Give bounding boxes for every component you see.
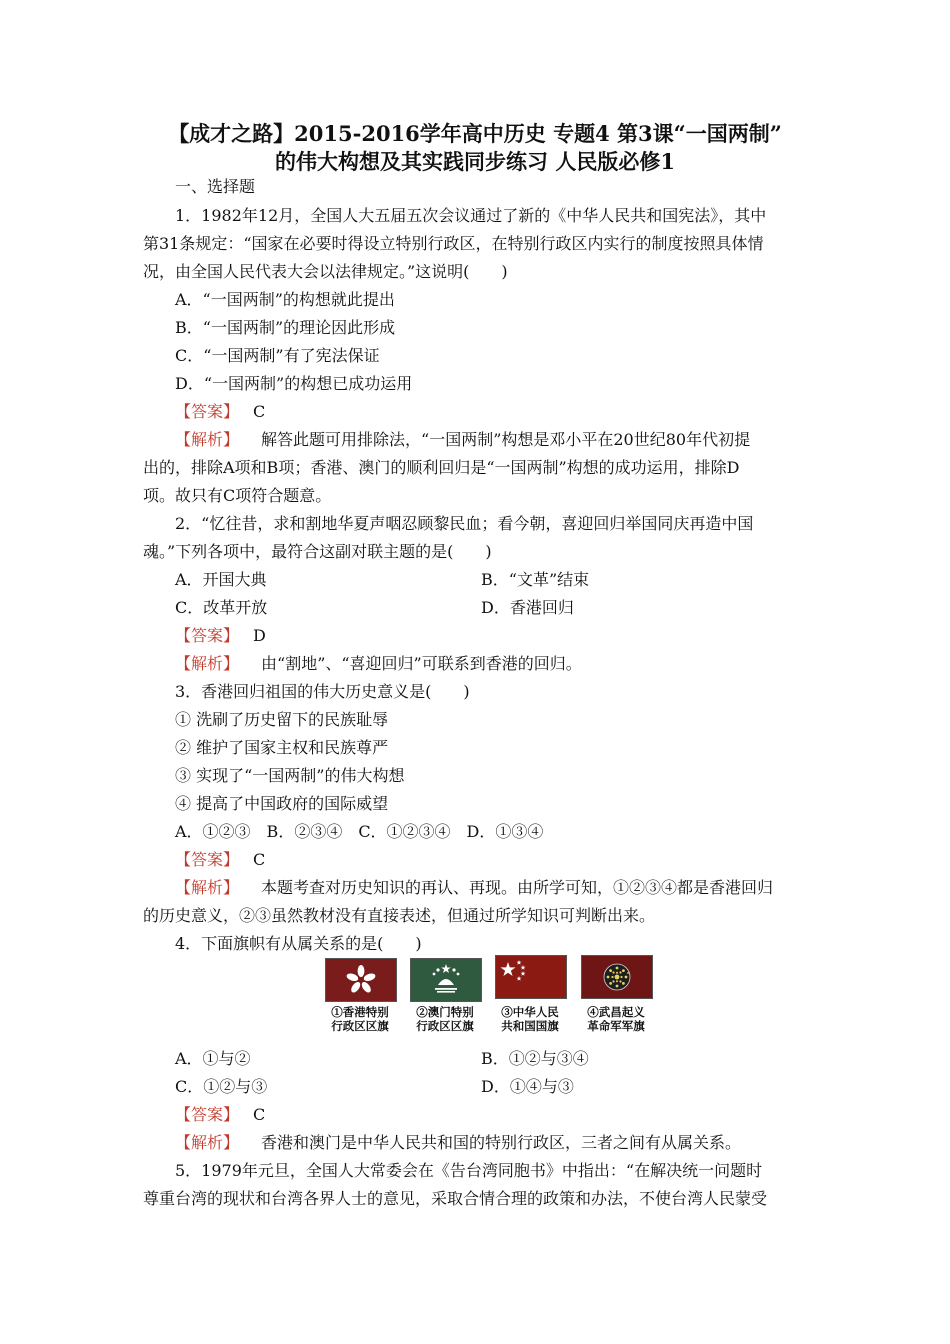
document-title-line-1: 【成才之路】2015-2016学年高中历史 专题4 第3课“一国两制”	[168, 121, 782, 146]
q3-options: A．①②③ B．②③④ C．①②③④ D．①③④	[175, 822, 544, 841]
flag-2-caption-line-2: 行政区区旗	[416, 1019, 474, 1033]
q3-item-1: ① 洗刷了历史留下的民族耻辱	[175, 710, 389, 729]
q1-option-c: C．“一国两制”有了宪法保证	[175, 346, 380, 365]
flag-3-caption-line-1: ③中华人民	[501, 1005, 559, 1019]
q1-answer-row	[175, 402, 265, 422]
q2-option-a: A．开国大典	[175, 570, 267, 589]
q2-analysis-text-1: 由“割地”、“喜迎回归”可联系到香港的回归。	[261, 654, 582, 673]
q1-answer-value: C	[253, 402, 266, 421]
q3-analysis-text-1: 本题考查对历史知识的再认、再现。由所学可知，①②③④都是香港回归	[261, 878, 774, 897]
answer-label: 【答案】	[175, 402, 240, 421]
answer-label: 【答案】	[175, 850, 240, 869]
q1-analysis-line-1	[175, 430, 750, 450]
q4-analysis-text-1: 香港和澳门是中华人民共和国的特别行政区，三者之间有从属关系。	[261, 1133, 742, 1152]
q3-item-4: ④ 提高了中国政府的国际威望	[175, 794, 389, 813]
flag-2-caption-line-1: ②澳门特别	[416, 1005, 474, 1019]
q3-answer-value: C	[253, 850, 266, 869]
q4-answer-value: C	[253, 1105, 266, 1124]
answer-label: 【答案】	[175, 626, 240, 645]
analysis-label: 【解析】	[175, 878, 240, 897]
flag-4-caption-line-1: ④武昌起义	[587, 1005, 645, 1019]
q1-analysis-line-3: 项。故只有C项符合题意。	[143, 486, 332, 505]
flag-3-caption-line-2: 共和国国旗	[501, 1019, 559, 1033]
q2-analysis-line-1	[175, 654, 582, 674]
analysis-label: 【解析】	[175, 430, 240, 449]
q1-analysis-line-2: 出的，排除A项和B项；香港、澳门的顺利回归是“一国两制”构想的成功运用，排除D	[143, 458, 740, 477]
q1-stem-line-1: 1．1982年12月，全国人大五届五次会议通过了新的《中华人民共和国宪法》，其中	[175, 206, 767, 225]
q5-stem-line-2: 尊重台湾的现状和台湾各界人士的意见，采取合情合理的政策和办法，不使台湾人民蒙受	[143, 1189, 768, 1208]
q2-stem-line-1: 2．“忆往昔，求和割地华夏声咽忍顾黎民血；看今朝，喜迎回归举国同庆再造中国	[175, 514, 754, 533]
q3-stem-line-1: 3．香港回归祖国的伟大历史意义是( )	[175, 682, 470, 701]
section-heading: 一、选择题	[175, 177, 256, 196]
q4-option-a: A．①与②	[175, 1049, 251, 1068]
q1-option-b: B．“一国两制”的理论因此形成	[175, 318, 396, 337]
q1-analysis-text-1: 解答此题可用排除法，“一国两制”构想是邓小平在20世纪80年代初提	[261, 430, 751, 449]
q5-stem-line-1: 5．1979年元旦，全国人大常委会在《告台湾同胞书》中指出：“在解决统一问题时	[175, 1161, 763, 1180]
q3-analysis-line-1	[175, 878, 773, 898]
wuchang-uprising-flag-image	[581, 955, 653, 999]
q3-item-2: ② 维护了国家主权和民族尊严	[175, 738, 389, 757]
q1-option-d: D．“一国两制”的构想已成功运用	[175, 374, 413, 393]
q3-item-3: ③ 实现了“一国两制”的伟大构想	[175, 766, 405, 785]
q2-option-d: D．香港回归	[481, 598, 574, 617]
q4-option-d: D．①④与③	[481, 1077, 574, 1096]
q1-option-a: A．“一国两制”的构想就此提出	[175, 290, 395, 309]
q4-analysis-line-1	[175, 1133, 741, 1153]
document-title-line-2: 的伟大构想及其实践同步练习 人民版必修1	[275, 149, 675, 174]
q2-option-c: C．改革开放	[175, 598, 268, 617]
q4-stem-line-1: 4．下面旗帜有从属关系的是( )	[175, 934, 422, 953]
analysis-label: 【解析】	[175, 654, 240, 673]
flag-1-caption-line-1: ①香港特别	[331, 1005, 389, 1019]
q1-stem-line-2: 第31条规定：“国家在必要时得设立特别行政区，在特别行政区内实行的制度按照具体情	[143, 234, 764, 253]
q2-stem-line-2: 魂。”下列各项中，最符合这副对联主题的是( )	[143, 542, 492, 561]
q1-stem-line-3: 况，由全国人民代表大会以法律规定。”这说明( )	[143, 262, 508, 281]
q4-option-b: B．①②与③④	[481, 1049, 589, 1068]
q2-answer-row	[175, 626, 266, 646]
q3-answer-row	[175, 850, 265, 870]
macau-flag-image	[410, 958, 482, 1002]
flag-4-caption-line-2: 革命军军旗	[587, 1019, 645, 1033]
answer-label: 【答案】	[175, 1105, 240, 1124]
q3-analysis-line-2: 的历史意义，②③虽然教材没有直接表述，但通过所学知识可判断出来。	[143, 906, 656, 925]
flag-1-caption-line-2: 行政区区旗	[331, 1019, 389, 1033]
hong-kong-flag-image	[325, 958, 397, 1002]
q2-answer-value: D	[253, 626, 266, 645]
q4-answer-row	[175, 1105, 265, 1125]
q2-option-b: B．“文革”结束	[481, 570, 590, 589]
q4-option-c: C．①②与③	[175, 1077, 268, 1096]
analysis-label: 【解析】	[175, 1133, 240, 1152]
china-flag-image	[495, 955, 567, 999]
